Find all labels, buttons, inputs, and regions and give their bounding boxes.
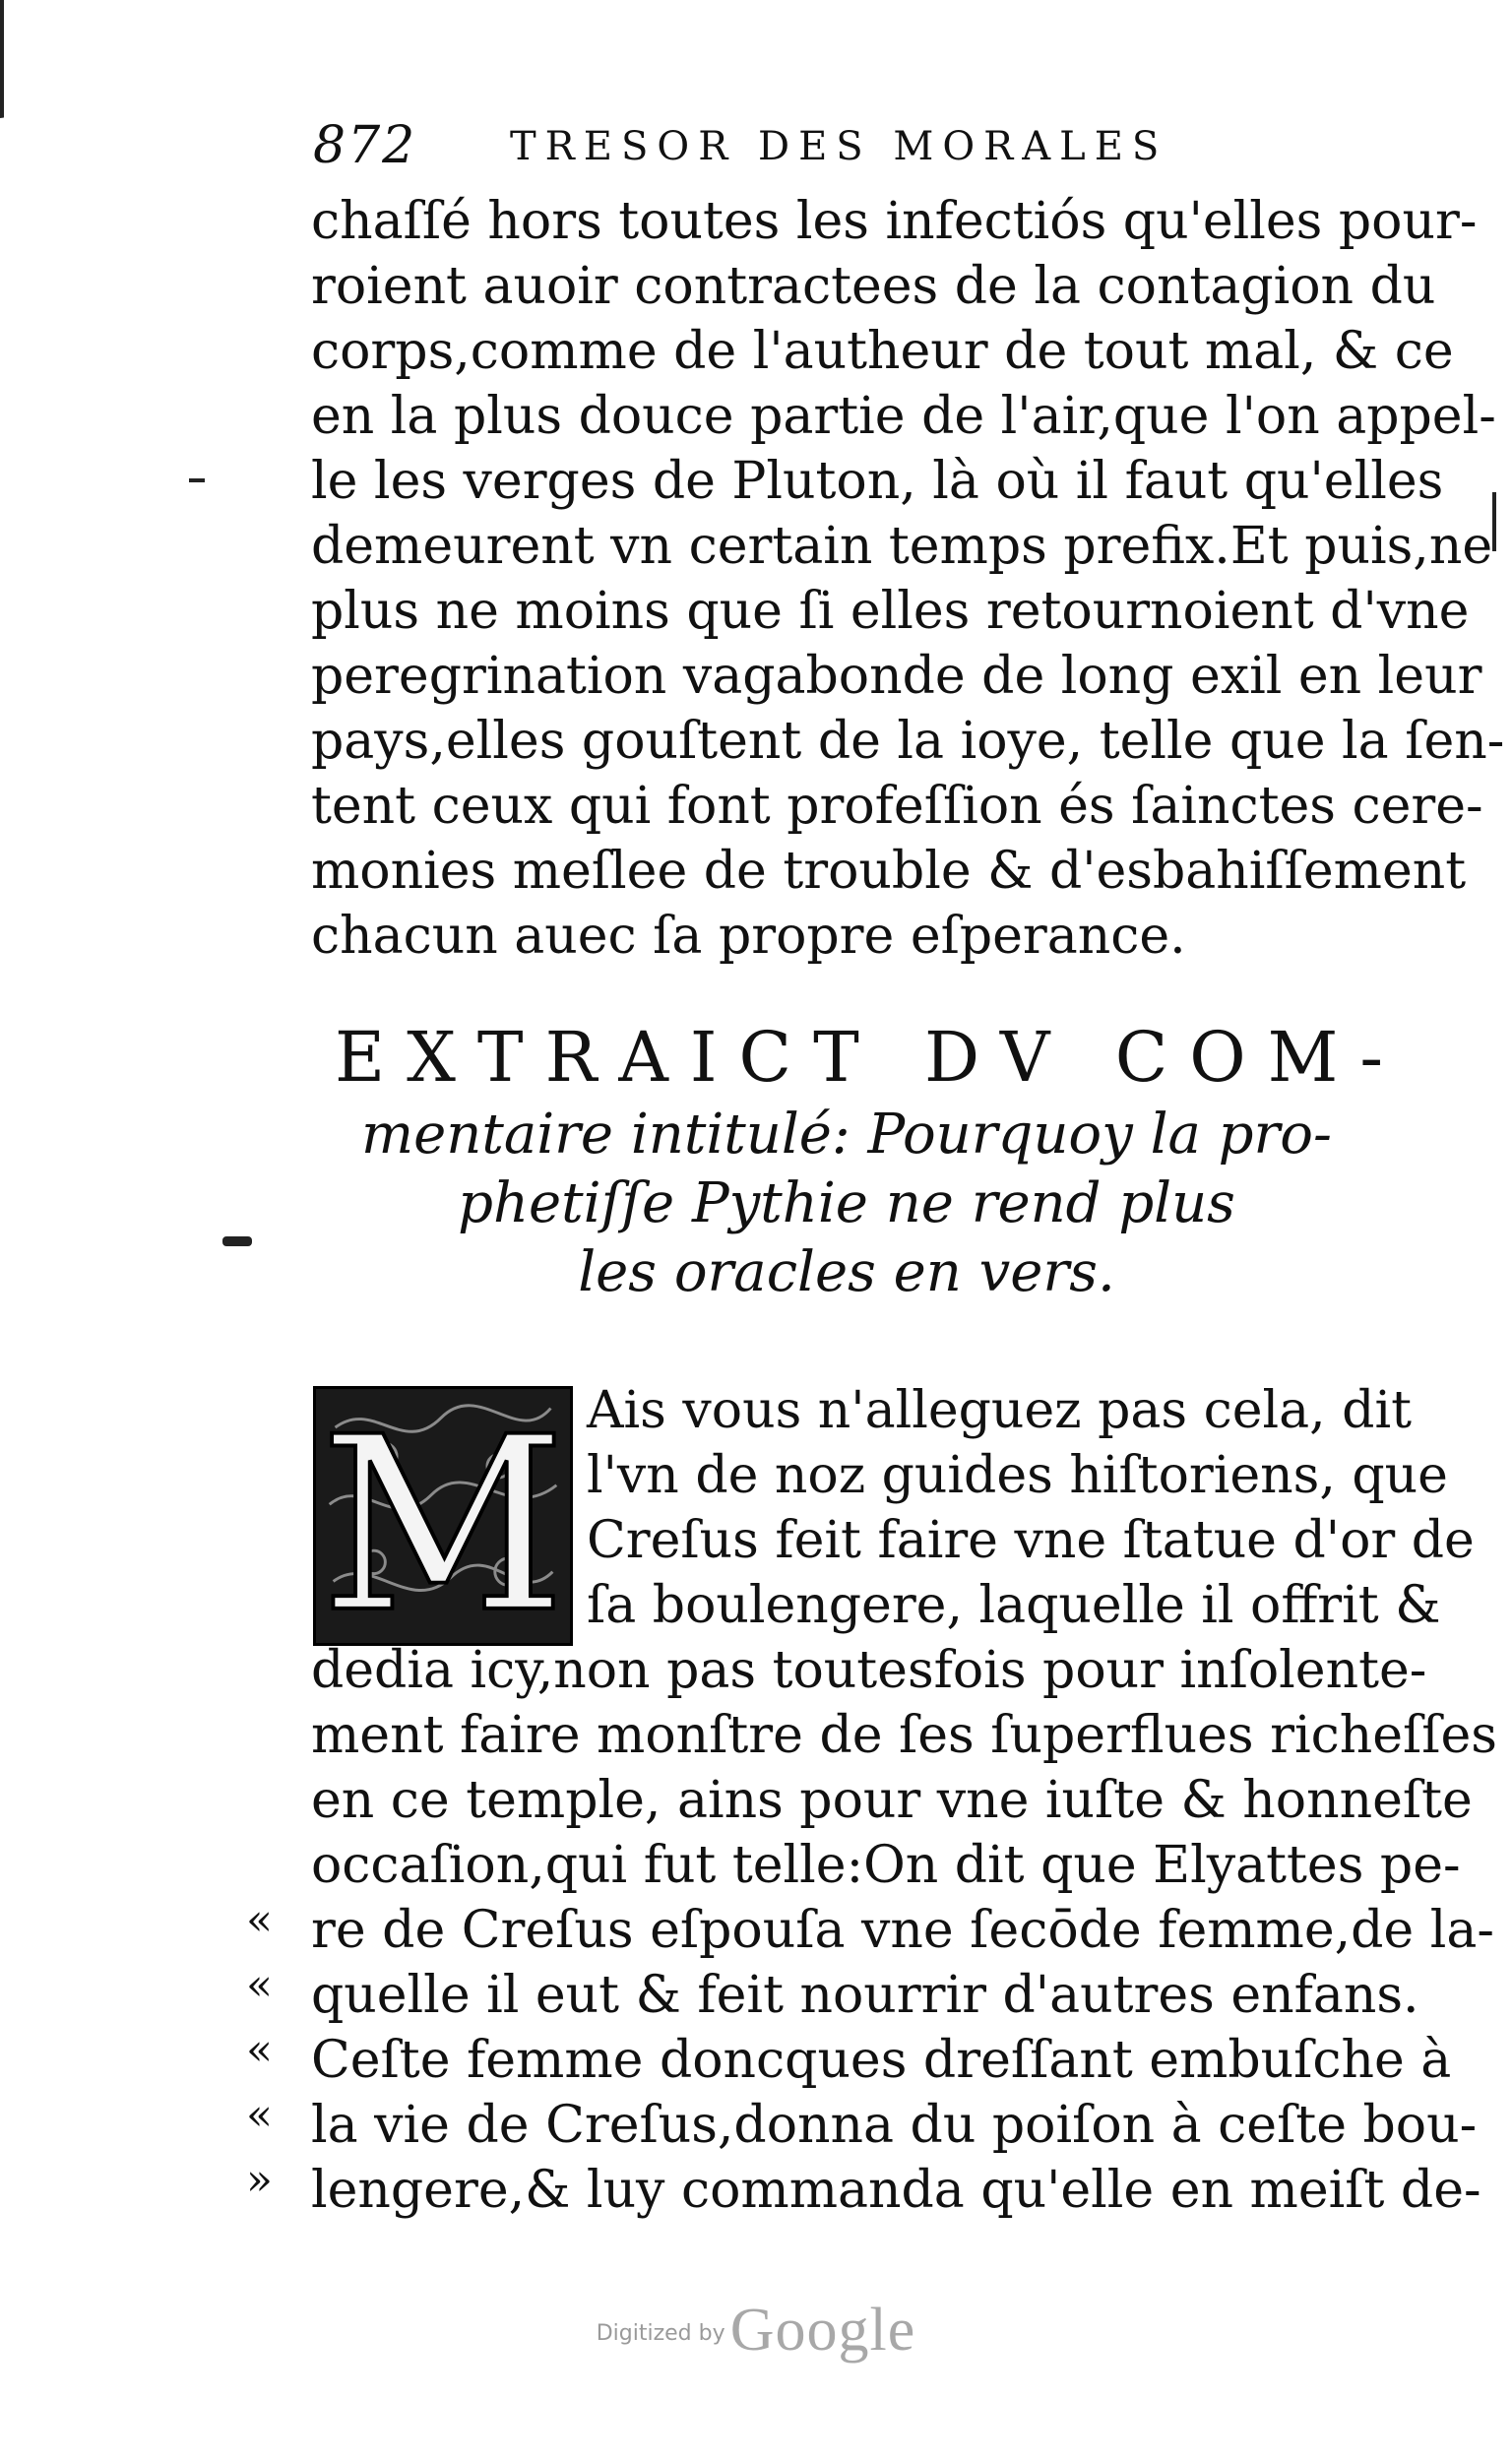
text-line: occaſion,qui fut telle:On dit que Elyattes pe- (311, 1836, 1461, 1895)
text-line: chacun auec ſa propre eſperance. (311, 907, 1186, 966)
dropcap-letter: M (319, 1389, 567, 1643)
paragraph-opening (587, 1378, 1475, 1638)
text-line: Creſus feit faire vne ſtatue d'or de (587, 1511, 1475, 1570)
text-line: quelle il eut & feit nourrir d'autres enfans. (311, 1966, 1419, 2025)
text-line: demeurent vn certain temps prefix.Et puis,ne (311, 517, 1493, 576)
text-line: l'vn de noz guides hiſtoriens, que (587, 1446, 1448, 1505)
quotation-mark: « (246, 2090, 273, 2140)
section-heading (335, 1014, 1405, 1307)
text-line: la vie de Creſus,donna du poiſon à ceſte bou- (311, 2096, 1478, 2155)
quotation-mark: « (246, 1895, 273, 1945)
text-line: tent ceux qui font profeſſion és ſainctes cere- (311, 777, 1483, 836)
text-line: le les verges de Pluton, là où il faut qu'elles (311, 452, 1444, 511)
text-line: peregrination vagabonde de long exil en leur (311, 647, 1482, 706)
quotation-mark: » (246, 2155, 273, 2205)
running-title: TRESOR DES MORALES (510, 124, 1168, 169)
digitized-by-label: Digitized by (596, 2321, 725, 2346)
section-heading-caps: EXTRAICT DV COM- (335, 1017, 1405, 1098)
text-line: ment faire monſtre de ſes ſuperflues richeſſes (311, 1706, 1497, 1765)
text-line: lengere,& luy commanda qu'elle en meiſt de- (311, 2161, 1481, 2220)
section-heading-line: phetiſſe Pythie ne rend plus (458, 1171, 1235, 1235)
text-line: en la plus douce partie de l'air,que l'on appel- (311, 387, 1496, 446)
quotation-mark: « (246, 1960, 273, 2010)
text-line: ſa boulengere, laquelle il offrit & (587, 1576, 1441, 1635)
text-line: plus ne moins que ſi elles retournoient d'vne (311, 582, 1470, 641)
text-line: dedia icy,non pas toutesfois pour inſolente- (311, 1641, 1427, 1700)
quotation-mark: « (246, 2025, 273, 2075)
section-heading-line: mentaire intitulé: Pourquoy la pro- (361, 1103, 1332, 1167)
text-line: roient auoir contractees de la contagion du (311, 257, 1436, 316)
page-edge (0, 0, 16, 118)
page-header (313, 116, 1356, 185)
text-line: en ce temple, ains pour vne iuſte & honneſte (311, 1771, 1473, 1830)
text-line: chaſſé hors toutes les infectiós qu'elles pour- (311, 192, 1478, 251)
decorated-initial (313, 1386, 573, 1646)
digitization-watermark (0, 2296, 1512, 2366)
page-number: 872 (313, 116, 417, 175)
text-line: monies meſlee de trouble & d'esbahiſſement (311, 842, 1467, 901)
section-heading-line: les oracles en vers. (578, 1240, 1115, 1304)
text-line: pays,elles gouſtent de la ioye, telle que la ſen- (311, 712, 1505, 771)
decorated-initial-art (316, 1389, 570, 1643)
text-line: re de Creſus eſpouſa vne ſecōde femme,de la- (311, 1901, 1494, 1960)
text-line: Ais vous n'alleguez pas cela, dit (587, 1381, 1412, 1440)
stray-ink-mark (189, 478, 205, 482)
stray-ink-mark (222, 1236, 252, 1246)
paragraph-continuation (311, 189, 1505, 969)
google-logo: Google (729, 2297, 916, 2364)
text-line: corps,comme de l'autheur de tout mal, & ce (311, 322, 1454, 381)
text-line: Ceſte femme doncques dreſſant embuſche à (311, 2031, 1452, 2090)
stray-ink-mark (1492, 492, 1496, 551)
paragraph-body (311, 1638, 1497, 2223)
